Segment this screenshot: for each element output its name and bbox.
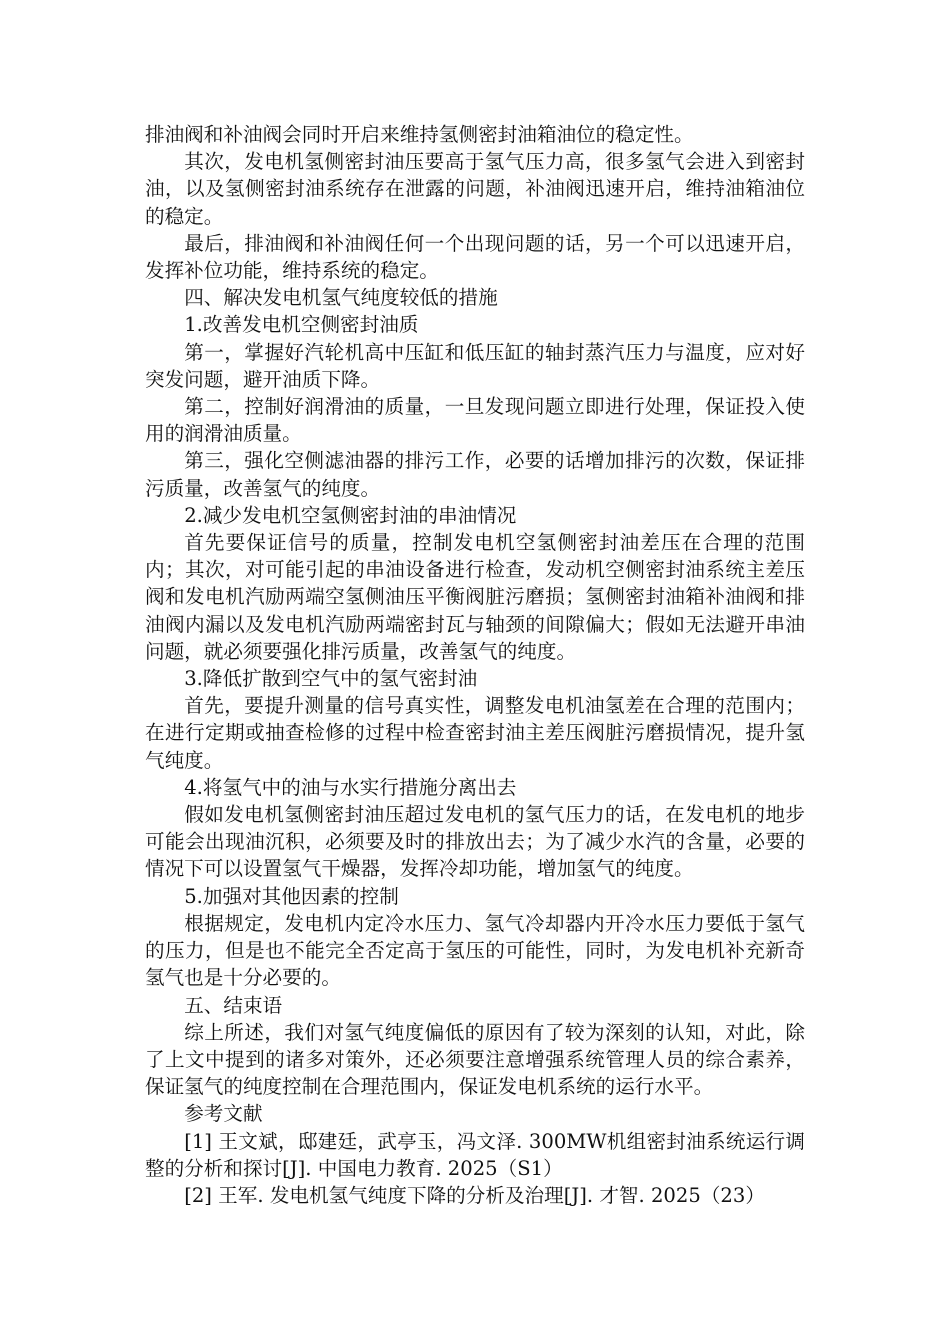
paragraph-diffusion: 首先，要提升测量的信号真实性，调整发电机油氢差在合理的范围内；在进行定期或抽查检修的过程中检查密封油主差压阀脏污磨损情况，提升氢气纯度。 <box>145 694 805 772</box>
subheading-4-4: 4.将氢气中的油与水实行措施分离出去 <box>184 775 517 799</box>
subheading-4-3: 3.降低扩散到空气中的氢气密封油 <box>184 667 478 691</box>
paragraph-separation: 假如发电机氢侧密封油压超过发电机的氢气压力的话，在发电机的地步可能会出现油沉积，必须要及时的排放出去；为了减少水汽的含量，必要的情况下可以设置氢气干燥器，发挥冷却功能，增加氢气的纯度。 <box>145 803 805 881</box>
paragraph-continuation: 排油阀和补油阀会同时开启来维持氢侧密封油箱油位的稳定性。 <box>145 123 694 146</box>
paragraph-second: 第二，控制好润滑油的质量，一旦发现问题立即进行处理，保证投入使用的润滑油质量。 <box>145 395 805 446</box>
references-heading: 参考文献 <box>184 1102 263 1126</box>
paragraph-third: 第三，强化空侧滤油器的排污工作，必要的话增加排污的次数，保证排污质量，改善氢气的纯度。 <box>145 449 805 500</box>
section-heading-4: 四、解决发电机氢气纯度较低的措施 <box>184 286 498 310</box>
paragraph-finally: 最后，排油阀和补油阀任何一个出现问题的话，另一个可以迅速开启，发挥补位功能，维持系统的稳定。 <box>145 231 805 283</box>
document-body <box>145 121 805 1209</box>
subheading-4-2: 2.减少发电机空氢侧密封油的串油情况 <box>184 503 517 527</box>
paragraph-other-factors: 根据规定，发电机内定冷水压力、氢气冷却器内开冷水压力要低于氢气的压力，但是也不能完全否定高于氢压的可能性，同时，为发电机补充新奇氢气也是十分必要的。 <box>145 911 805 990</box>
section-heading-5: 五、结束语 <box>184 993 283 1017</box>
subheading-4-5: 5.加强对其他因素的控制 <box>184 884 399 908</box>
reference-item: [1] 王文斌，邸建廷，武亭玉，冯文泽. 300MW机组密封油系统运行调整的分析和探讨[J]. 中国电力教育. 2025（S1） <box>145 1129 805 1180</box>
paragraph-oil-crossing: 首先要保证信号的质量，控制发电机空氢侧密封油差压在合理的范围内；其次，对可能引起的串油设备进行检查，发动机空侧密封油系统主差压阀和发电机汽励两端空氢侧油压平衡阀脏污磨损；氢侧密封油箱补油阀和排油阀内漏以及发电机汽励两端密封瓦与轴颈的间隙偏大；假如无法避开串油问题，就必须要强化排污质量，改善氢气的纯度。 <box>145 531 805 663</box>
paragraph-secondly: 其次，发电机氢侧密封油压要高于氢气压力高，很多氢气会进入到密封油，以及氢侧密封油系统存在泄露的问题，补油阀迅速开启，维持油箱油位的稳定。 <box>145 150 805 228</box>
reference-item: [2] 王军. 发电机氢气纯度下降的分析及治理[J]. 才智. 2025（23） <box>184 1183 765 1207</box>
paragraph-first: 第一，掌握好汽轮机高中压缸和低压缸的轴封蒸汽压力与温度，应对好突发问题，避开油质下降。 <box>145 340 805 391</box>
paragraph-conclusion: 综上所述，我们对氢气纯度偏低的原因有了较为深刻的认知，对此，除了上文中提到的诸多对策外，还必须要注意增强系统管理人员的综合素养，保证氢气的纯度控制在合理范围内，保证发电机系统的运行水平。 <box>145 1020 805 1099</box>
subheading-4-1: 1.改善发电机空侧密封油质 <box>184 313 419 337</box>
